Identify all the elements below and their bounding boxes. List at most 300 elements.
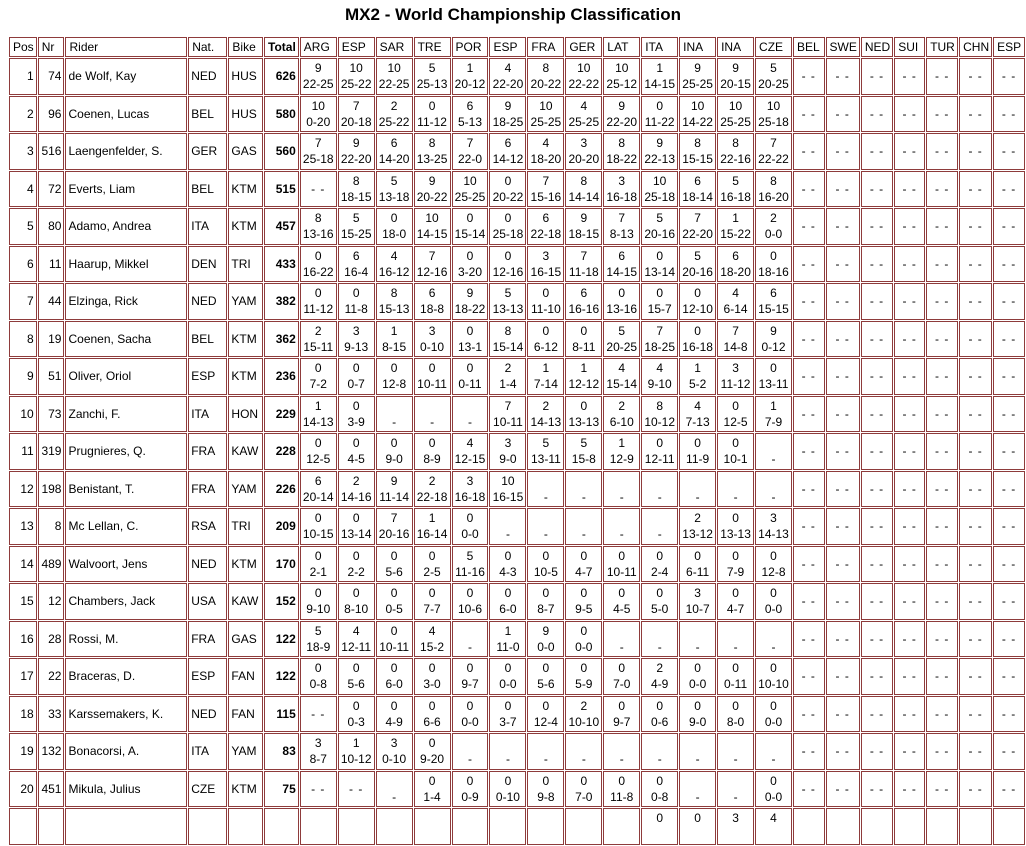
dnp-marks: - - (869, 706, 885, 721)
cell-gp-result (861, 696, 893, 733)
cell-gp-result (826, 808, 860, 845)
cell-gp-result: 0 11-8 (338, 283, 375, 320)
column-header-gp-fra: FRA (527, 37, 564, 57)
cell-gp-result: - (452, 621, 489, 658)
cell-nat: ESP (188, 658, 227, 695)
cell-gp-result (300, 808, 337, 845)
cell-gp-result: 7 11-18 (565, 246, 602, 283)
dnp-marks: - - (902, 331, 917, 346)
dnp-marks: - - (968, 369, 983, 384)
cell-gp-result (894, 733, 925, 770)
cell-gp-result: 7 12-16 (414, 246, 451, 283)
dnp-marks: - - (968, 256, 983, 271)
cell-nr: 51 (38, 358, 65, 395)
table-row (9, 133, 1025, 170)
cell-bike: YAM (228, 471, 263, 508)
dnp-marks: - - (835, 369, 850, 384)
cell-gp-result: 0 (641, 808, 678, 845)
cell-bike: YAM (228, 733, 263, 770)
dnp-marks: - - (835, 69, 850, 84)
table-row (9, 621, 1025, 658)
dnp-marks: - - (1001, 444, 1017, 459)
cell-gp-result: - (489, 508, 526, 545)
cell-gp-result: 0 11-12 (300, 283, 337, 320)
cell-gp-result: 2 0-0 (755, 208, 792, 245)
cell-gp-result (861, 658, 893, 695)
dnp-marks: - - (801, 219, 816, 234)
dnp-marks: - - (934, 481, 950, 496)
dnp-marks: - - (968, 219, 983, 234)
cell-nr: 80 (38, 208, 65, 245)
cell-gp-result (926, 396, 958, 433)
cell-gp-result: 0 12-8 (376, 358, 413, 395)
cell-gp-result: 4 6-14 (717, 283, 754, 320)
cell-gp-result: 6 22-18 (527, 208, 564, 245)
cell-nr: 11 (38, 246, 65, 283)
cell-gp-result (793, 583, 825, 620)
cell-gp-result (861, 208, 893, 245)
cell-gp-result: 0 6-0 (489, 583, 526, 620)
cell-gp-result: 5 20-16 (641, 208, 678, 245)
cell-gp-result (959, 58, 992, 95)
cell-gp-result (959, 696, 992, 733)
cell-gp-result: 0 9-5 (565, 583, 602, 620)
cell-gp-result (894, 621, 925, 658)
cell-gp-result (959, 96, 992, 133)
cell-bike: FAN (228, 696, 263, 733)
cell-rider: Coenen, Lucas (65, 96, 187, 133)
cell-gp-result (993, 133, 1025, 170)
dnp-marks: - - (934, 706, 950, 721)
cell-rider: Elzinga, Rick (65, 283, 187, 320)
cell-nat: ITA (188, 396, 227, 433)
cell-gp-result: 0 10-11 (414, 358, 451, 395)
cell-gp-result (926, 771, 958, 808)
cell-gp-result: 6 20-14 (300, 471, 337, 508)
table-row (9, 733, 1025, 770)
cell-gp-result (793, 808, 825, 845)
cell-gp-result: 3 16-18 (452, 471, 489, 508)
dnp-marks: - - (968, 331, 983, 346)
cell-total: 122 (264, 621, 299, 658)
cell-gp-result: 0 0-0 (489, 658, 526, 695)
cell-gp-result: 7 18-25 (641, 321, 678, 358)
cell-nr: 489 (38, 546, 65, 583)
cell-gp-result: 0 5-0 (641, 583, 678, 620)
cell-gp-result: 0 7-2 (300, 358, 337, 395)
cell-gp-result: 5 18-9 (300, 621, 337, 658)
table-row (9, 396, 1025, 433)
cell-gp-result (959, 433, 992, 470)
dnp-marks: - - (349, 781, 364, 796)
dnp-marks: - - (968, 106, 983, 121)
cell-pos: 15 (9, 583, 37, 620)
dnp-marks: - - (835, 444, 850, 459)
dnp-marks: - - (869, 256, 885, 271)
cell-gp-result: 0 0-0 (452, 696, 489, 733)
cell-rider: Prugnieres, Q. (65, 433, 187, 470)
cell-gp-result (300, 771, 337, 808)
cell-gp-result (894, 96, 925, 133)
cell-gp-result (793, 133, 825, 170)
cell-gp-result (861, 583, 893, 620)
cell-gp-result: 0 10-1 (717, 433, 754, 470)
cell-rider: Braceras, D. (65, 658, 187, 695)
cell-gp-result: 0 (679, 808, 716, 845)
dnp-marks: - - (1001, 256, 1017, 271)
cell-gp-result (894, 283, 925, 320)
cell-gp-result: 0 15-14 (452, 208, 489, 245)
cell-gp-result: 9 18-22 (452, 283, 489, 320)
column-header-gp-bel: BEL (793, 37, 825, 57)
column-header-gp-lat: LAT (603, 37, 640, 57)
dnp-marks: - - (835, 106, 850, 121)
dnp-marks: - - (968, 669, 983, 684)
cell-gp-result (861, 96, 893, 133)
cell-gp-result: 0 0-8 (641, 771, 678, 808)
dnp-marks: - - (968, 69, 983, 84)
cell-gp-result: 4 16-12 (376, 246, 413, 283)
cell-gp-result: 6 14-12 (489, 133, 526, 170)
cell-gp-result (826, 583, 860, 620)
cell-gp-result: 1 15-22 (717, 208, 754, 245)
cell-gp-result: 7 22-22 (755, 133, 792, 170)
cell-total: 560 (264, 133, 299, 170)
cell-bike: KTM (228, 208, 263, 245)
dnp-marks: - - (968, 181, 983, 196)
cell-nat: FRA (188, 433, 227, 470)
page-title: MX2 - World Championship Classification (345, 5, 681, 24)
cell-gp-result: 0 12-4 (527, 696, 564, 733)
cell-pos: 13 (9, 508, 37, 545)
cell-gp-result: 3 9-0 (489, 433, 526, 470)
cell-pos: 19 (9, 733, 37, 770)
cell-nat: BEL (188, 96, 227, 133)
cell-gp-result: 0 0-0 (755, 771, 792, 808)
dnp-marks: - - (1001, 519, 1017, 534)
dnp-marks: - - (902, 256, 917, 271)
cell-gp-result: 3 (717, 808, 754, 845)
cell-gp-result (993, 621, 1025, 658)
cell-gp-result (993, 96, 1025, 133)
dnp-marks: - - (968, 706, 983, 721)
cell-gp-result (926, 583, 958, 620)
cell-total: 236 (264, 358, 299, 395)
cell-gp-result: 0 5-6 (338, 658, 375, 695)
cell-gp-result (894, 433, 925, 470)
cell-bike: HUS (228, 96, 263, 133)
dnp-marks: - - (869, 444, 885, 459)
cell-pos (9, 808, 37, 845)
cell-gp-result: - (603, 471, 640, 508)
cell-gp-result: 4 22-20 (489, 58, 526, 95)
dnp-marks: - - (801, 331, 816, 346)
dnp-marks: - - (934, 369, 950, 384)
cell-pos: 9 (9, 358, 37, 395)
cell-gp-result: 0 16-22 (300, 246, 337, 283)
header-row (9, 37, 1025, 57)
cell-gp-result: 8 20-22 (527, 58, 564, 95)
cell-gp-result: - (452, 396, 489, 433)
cell-gp-result: 0 9-10 (300, 583, 337, 620)
cell-gp-result (861, 771, 893, 808)
cell-gp-result (826, 546, 860, 583)
cell-total: 515 (264, 171, 299, 208)
table-row (9, 771, 1025, 808)
cell-gp-result: - (603, 621, 640, 658)
column-header-gp-ina: INA (717, 37, 754, 57)
cell-gp-result: 5 13-11 (527, 433, 564, 470)
cell-gp-result (993, 321, 1025, 358)
cell-gp-result (926, 358, 958, 395)
dnp-marks: - - (835, 219, 850, 234)
cell-rider: Mikula, Julius (65, 771, 187, 808)
dnp-marks: - - (1001, 406, 1017, 421)
cell-nr: 319 (38, 433, 65, 470)
cell-gp-result: 7 15-16 (527, 171, 564, 208)
cell-gp-result: 1 7-9 (755, 396, 792, 433)
cell-gp-result (926, 171, 958, 208)
cell-gp-result (993, 733, 1025, 770)
cell-gp-result: 0 25-18 (489, 208, 526, 245)
column-header-gp-por: POR (452, 37, 489, 57)
cell-gp-result: 1 16-14 (414, 508, 451, 545)
cell-gp-result: 0 11-9 (679, 433, 716, 470)
cell-gp-result: 0 12-5 (300, 433, 337, 470)
cell-gp-result (993, 171, 1025, 208)
dnp-marks: - - (902, 294, 917, 309)
cell-gp-result: - (527, 508, 564, 545)
cell-gp-result: 0 9-0 (376, 433, 413, 470)
cell-total: 228 (264, 433, 299, 470)
cell-gp-result: 6 18-14 (679, 171, 716, 208)
cell-nat: DEN (188, 246, 227, 283)
column-header-gp-sar: SAR (376, 37, 413, 57)
cell-gp-result (826, 733, 860, 770)
cell-gp-result: 0 11-22 (641, 96, 678, 133)
cell-gp-result: - (414, 396, 451, 433)
cell-pos: 18 (9, 696, 37, 733)
column-header-gp-esp: ESP (993, 37, 1025, 57)
cell-bike: TRI (228, 508, 263, 545)
cell-rider: Rossi, M. (65, 621, 187, 658)
cell-nr: 22 (38, 658, 65, 695)
cell-gp-result (926, 733, 958, 770)
cell-gp-result: 3 0-10 (376, 733, 413, 770)
dnp-marks: - - (968, 481, 983, 496)
cell-gp-result: 0 10-15 (300, 508, 337, 545)
cell-gp-result: 9 22-25 (300, 58, 337, 95)
cell-gp-result (861, 808, 893, 845)
cell-nr: 12 (38, 583, 65, 620)
cell-gp-result (993, 696, 1025, 733)
cell-gp-result (793, 283, 825, 320)
cell-gp-result (993, 508, 1025, 545)
cell-gp-result: 0 9-20 (414, 733, 451, 770)
dnp-marks: - - (311, 781, 326, 796)
cell-rider: Chambers, Jack (65, 583, 187, 620)
cell-gp-result: 3 10-7 (679, 583, 716, 620)
dnp-marks: - - (835, 331, 850, 346)
cell-nat: FRA (188, 621, 227, 658)
cell-gp-result (926, 508, 958, 545)
cell-gp-result (826, 771, 860, 808)
cell-gp-result: 0 10-5 (527, 546, 564, 583)
cell-nat: ITA (188, 208, 227, 245)
cell-gp-result (826, 171, 860, 208)
dnp-marks: - - (311, 181, 326, 196)
cell-rider: Benistant, T. (65, 471, 187, 508)
cell-rider: de Wolf, Kay (65, 58, 187, 95)
dnp-marks: - - (902, 181, 917, 196)
cell-rider: Laengenfelder, S. (65, 133, 187, 170)
cell-gp-result (894, 771, 925, 808)
cell-rider: Mc Lellan, C. (65, 508, 187, 545)
table-row (9, 583, 1025, 620)
cell-gp-result (926, 208, 958, 245)
cell-gp-result: 3 9-13 (338, 321, 375, 358)
dnp-marks: - - (902, 219, 917, 234)
cell-gp-result: 8 15-15 (679, 133, 716, 170)
cell-gp-result: 9 0-12 (755, 321, 792, 358)
cell-gp-result: 0 6-0 (376, 658, 413, 695)
cell-rider: Bonacorsi, A. (65, 733, 187, 770)
cell-nat: CZE (188, 771, 227, 808)
cell-gp-result: 0 11-12 (414, 96, 451, 133)
column-header-gp-esp: ESP (489, 37, 526, 57)
cell-gp-result: 10 0-20 (300, 96, 337, 133)
cell-gp-result: 6 14-15 (603, 246, 640, 283)
cell-gp-result: 0 11-10 (527, 283, 564, 320)
column-header-gp-ned: NED (861, 37, 893, 57)
cell-gp-result: - (565, 733, 602, 770)
cell-gp-result: 8 18-15 (338, 171, 375, 208)
cell-gp-result (894, 808, 925, 845)
cell-gp-result (926, 546, 958, 583)
dnp-marks: - - (869, 219, 885, 234)
cell-gp-result: 0 0-0 (755, 696, 792, 733)
cell-nr: 516 (38, 133, 65, 170)
cell-gp-result (926, 283, 958, 320)
cell-gp-result (959, 771, 992, 808)
cell-gp-result (993, 583, 1025, 620)
cell-gp-result: 9 22-13 (641, 133, 678, 170)
cell-gp-result: 2 1-4 (489, 358, 526, 395)
cell-gp-result (926, 696, 958, 733)
cell-nat: NED (188, 58, 227, 95)
dnp-marks: - - (835, 406, 850, 421)
dnp-marks: - - (934, 444, 950, 459)
cell-gp-result: 0 10-10 (755, 658, 792, 695)
cell-gp-result: 8 15-14 (489, 321, 526, 358)
dnp-marks: - - (869, 369, 885, 384)
cell-gp-result (926, 621, 958, 658)
cell-rider: Walvoort, Jens (65, 546, 187, 583)
cell-gp-result (993, 358, 1025, 395)
dnp-marks: - - (835, 669, 850, 684)
cell-gp-result: 10 14-22 (679, 96, 716, 133)
cell-gp-result: 2 13-12 (679, 508, 716, 545)
dnp-marks: - - (835, 481, 850, 496)
cell-gp-result: 0 3-9 (338, 396, 375, 433)
dnp-marks: - - (1001, 744, 1017, 759)
classification-table (8, 36, 1026, 846)
cell-gp-result (793, 396, 825, 433)
cell-gp-result: - (527, 733, 564, 770)
dnp-marks: - - (869, 481, 885, 496)
cell-total: 626 (264, 58, 299, 95)
cell-gp-result (894, 171, 925, 208)
cell-gp-result: 0 7-0 (565, 771, 602, 808)
cell-gp-result: 4 (755, 808, 792, 845)
cell-gp-result: 0 1-4 (414, 771, 451, 808)
cell-gp-result: 2 22-18 (414, 471, 451, 508)
cell-total: 382 (264, 283, 299, 320)
cell-pos: 12 (9, 471, 37, 508)
cell-gp-result (894, 246, 925, 283)
cell-gp-result (826, 471, 860, 508)
cell-gp-result: 8 13-16 (300, 208, 337, 245)
cell-gp-result: 9 11-14 (376, 471, 413, 508)
cell-gp-result: 0 0-7 (338, 358, 375, 395)
cell-gp-result: 10 25-18 (755, 96, 792, 133)
cell-gp-result: 5 11-16 (452, 546, 489, 583)
cell-gp-result (861, 171, 893, 208)
cell-gp-result: - (489, 733, 526, 770)
dnp-marks: - - (1001, 631, 1017, 646)
cell-gp-result: 0 0-5 (376, 583, 413, 620)
dnp-marks: - - (934, 594, 950, 609)
cell-gp-result (926, 658, 958, 695)
dnp-marks: - - (1001, 331, 1017, 346)
cell-gp-result: 1 7-14 (527, 358, 564, 395)
dnp-marks: - - (801, 256, 816, 271)
cell-gp-result (861, 396, 893, 433)
cell-gp-result: 0 13-13 (565, 396, 602, 433)
cell-rider: Coenen, Sacha (65, 321, 187, 358)
cell-gp-result: 3 20-20 (565, 133, 602, 170)
cell-gp-result: 2 10-10 (565, 696, 602, 733)
dnp-marks: - - (869, 331, 885, 346)
dnp-marks: - - (934, 181, 950, 196)
cell-gp-result: 4 25-25 (565, 96, 602, 133)
cell-gp-result (861, 471, 893, 508)
cell-gp-result (338, 808, 375, 845)
cell-gp-result: 0 12-8 (755, 546, 792, 583)
cell-bike: TRI (228, 246, 263, 283)
cell-gp-result: 0 0-11 (717, 658, 754, 695)
cell-gp-result (826, 246, 860, 283)
cell-gp-result: 4 18-20 (527, 133, 564, 170)
cell-gp-result (959, 583, 992, 620)
cell-gp-result: 6 14-20 (376, 133, 413, 170)
dnp-marks: - - (902, 144, 917, 159)
cell-gp-result (861, 358, 893, 395)
cell-gp-result: 6 16-4 (338, 246, 375, 283)
cell-gp-result: 0 0-11 (452, 358, 489, 395)
dnp-marks: - - (801, 294, 816, 309)
cell-gp-result (826, 58, 860, 95)
dnp-marks: - - (934, 519, 950, 534)
dnp-marks: - - (835, 631, 850, 646)
dnp-marks: - - (934, 144, 950, 159)
cell-gp-result: 5 15-25 (338, 208, 375, 245)
dnp-marks: - - (968, 781, 983, 796)
cell-gp-result: 1 14-15 (641, 58, 678, 95)
cell-gp-result (993, 396, 1025, 433)
cell-gp-result: 10 22-22 (565, 58, 602, 95)
cell-gp-result: - (527, 471, 564, 508)
